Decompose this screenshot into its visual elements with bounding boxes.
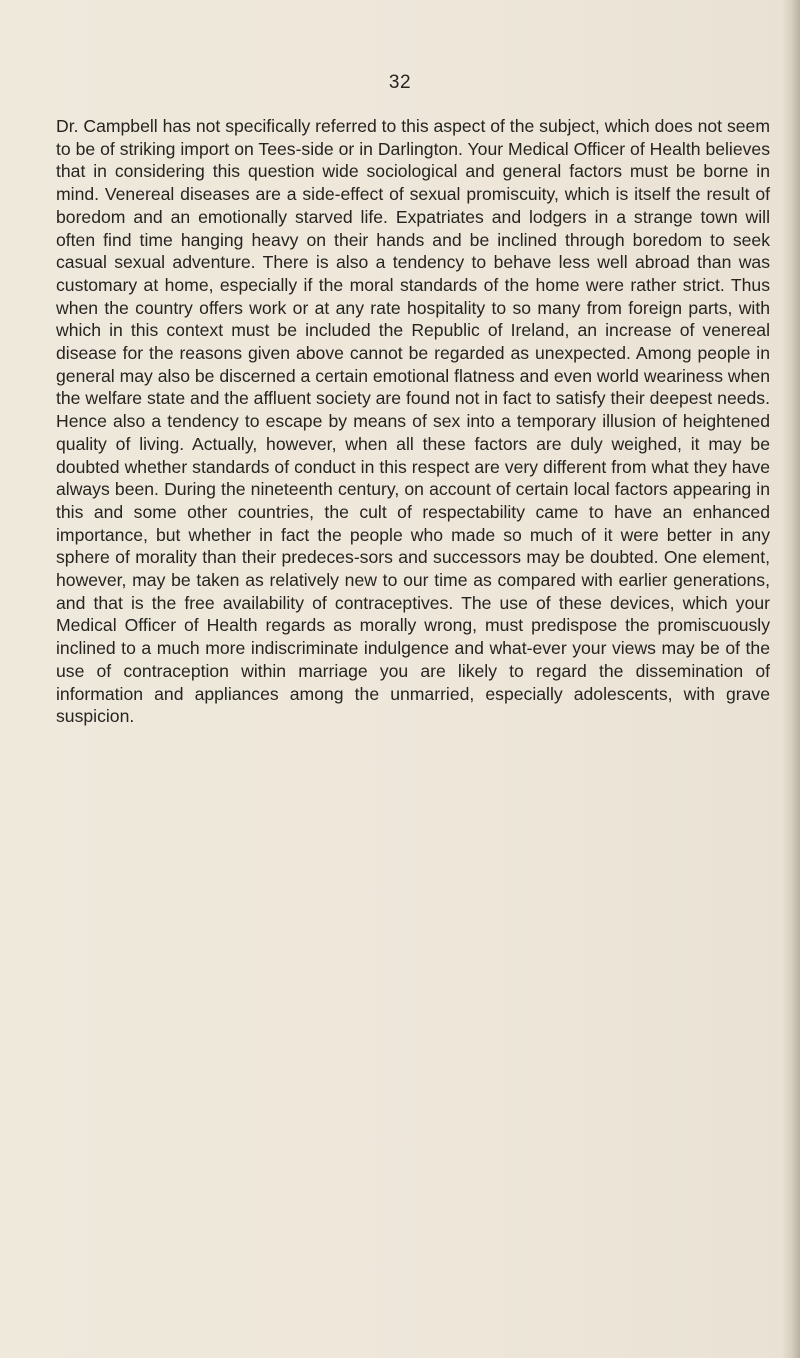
- page-edge-shadow: [782, 0, 800, 1358]
- body-paragraph: Dr. Campbell has not specifically referred to this aspect of the subject, which does not seem to be of striking import on Tees-side or in Darlington. Your Medical Officer of Health believes that in considering this question wide sociological and general factors must be borne in mind. Venereal diseases are a side-effect of sexual promiscuity, which is itself the result of boredom and an emotionally starved life. Expatriates and lodgers in a strange town will often find time hanging heavy on their hands and be inclined through boredom to seek casual sexual adventure. There is also a tendency to behave less well abroad than was customary at home, especially if the moral standards of the home were rather strict. Thus when the country offers work or at any rate hospitality to so many from foreign parts, with which in this context must be included the Republic of Ireland, an increase of venereal disease for the reasons given above cannot be regarded as unexpected. Among people in general may also be discerned a certain emotional flatness and even world weariness when the welfare state and the affluent society are found not in fact to satisfy their deepest needs. Hence also a tendency to escape by means of sex into a temporary illusion of heightened quality of living. Actually, however, when all these factors are duly weighed, it may be doubted whether standards of conduct in this respect are very different from what they have always been. During the nineteenth century, on account of certain local factors appearing in this and some other countries, the cult of respectability came to have an enhanced importance, but whether in fact the people who made so much of it were better in any sphere of morality than their predeces-sors and successors may be doubted. One element, however, may be taken as relatively new to our time as compared with earlier generations, and that is the free availability of contraceptives. The use of these devices, which your Medical Officer of Health regards as morally wrong, must predispose the promiscuously inclined to a much more indiscriminate indulgence and what-ever your views may be of the use of contraception within marriage you are likely to regard the dissemination of information and appliances among the unmarried, especially adolescents, with grave suspicion.: [56, 116, 770, 727]
- page-number: 32: [388, 72, 412, 93]
